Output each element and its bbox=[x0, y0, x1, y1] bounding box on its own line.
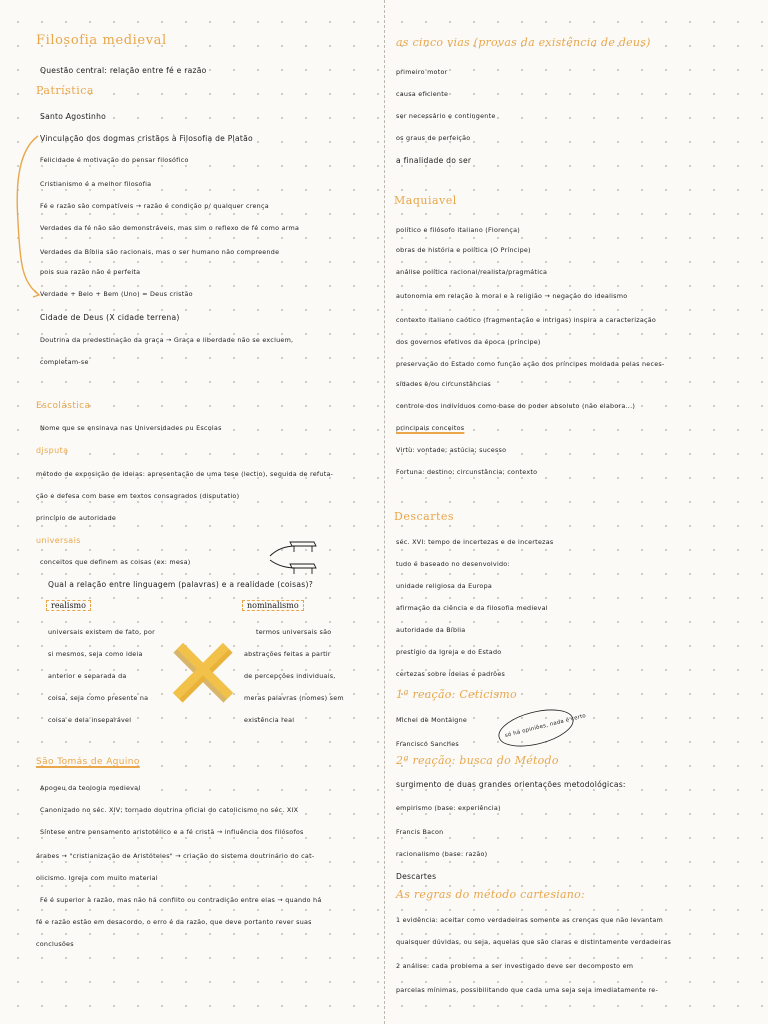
reacao-metodo: 2ª reação: busca do Método bbox=[396, 754, 559, 767]
descartes-item-1: séc. XVI: tempo de incertezas e de incertezas bbox=[396, 538, 554, 546]
maquiavel-conceitos: principais conceitos bbox=[396, 424, 465, 432]
descartes-item-8: surgimento de duas grandes orientações metodológicas: bbox=[396, 780, 626, 789]
vias-item-1: primeiro motor bbox=[396, 68, 448, 76]
agostinho-item-2: Felicidade é motivação do pensar filosófico bbox=[40, 156, 189, 164]
agostinho-item-3: Cristianismo é a melhor filosofia bbox=[40, 180, 152, 188]
escolastica-item-2b: ção e defesa com base em textos consagrados (disputatio) bbox=[36, 492, 240, 500]
tomas-item-4c: conclusões bbox=[36, 940, 74, 948]
agostinho-item-9b: completam-se bbox=[40, 358, 89, 366]
maquiavel-item-5a: contexto italiano caótico (fragmentação e intrigas) inspira a caracterização bbox=[396, 316, 657, 324]
heading-maquiavel: Maquiavel bbox=[394, 194, 457, 207]
heading-sao-tomas: São Tomás de Aquino bbox=[36, 757, 140, 767]
maquiavel-fortuna: Fortuna: destino; circunstância; contexto bbox=[396, 468, 538, 476]
maquiavel-item-3: análise política racional/realista/pragmática bbox=[396, 268, 548, 276]
maquiavel-item-4: autonomia em relação à moral e à religião → negação do idealismo bbox=[396, 292, 628, 300]
descartes-item-2: tudo é baseado no desenvolvido: bbox=[396, 560, 510, 568]
maquiavel-item-1: político e filósofo italiano (Florença) bbox=[396, 226, 521, 234]
tomas-item-4a: Fé é superior à razão, mas não há conflito ou contradição entre elas → quando há bbox=[40, 896, 322, 904]
central-question: Questão central: relação entre fé e razão bbox=[40, 66, 207, 75]
nominalismo-line-5: existência real bbox=[244, 716, 295, 724]
nominalismo-line-1: termos universais são bbox=[256, 628, 332, 636]
nominalismo-box: nominalismo bbox=[242, 600, 304, 611]
maquiavel-item-2: obras de história e política (O Príncipe) bbox=[396, 246, 531, 254]
cross-x-icon bbox=[170, 640, 236, 706]
tomas-item-4b: fé e razão estão em desacordo, o erro é da razão, que deve portanto rever suas bbox=[36, 918, 312, 926]
maquiavel-item-6a: preservação do Estado como função ação dos príncipes moldada pelas neces- bbox=[396, 360, 665, 368]
realismo-line-5: coisa e dela inseparável bbox=[48, 716, 132, 724]
tomas-item-2: Canonizado no séc. XIV; tornado doutrina oficial do catolicismo no séc. XIX bbox=[40, 806, 299, 814]
vias-item-3: ser necessário e contingente bbox=[396, 112, 496, 120]
heading-regras: As regras do método cartesiano: bbox=[396, 888, 585, 901]
nominalismo-line-4: meras palavras (nomes) sem bbox=[244, 694, 344, 702]
heading-descartes: Descartes bbox=[394, 510, 455, 523]
tomas-item-3a: Síntese entre pensamento aristotélico e a fé cristã → influência dos filósofos bbox=[40, 828, 304, 836]
descartes-item-12: Descartes bbox=[396, 872, 437, 881]
realismo-line-4: coisa, seja como presente na bbox=[48, 694, 149, 702]
title-filosofia-medieval: Filosofia medieval bbox=[36, 33, 167, 48]
escolastica-item-2a: método de exposição de ideias: apresentação de uma tese (lectio), seguida de refuta- bbox=[36, 470, 334, 478]
maquiavel-virtu: Virtù: vontade; astúcia; sucesso bbox=[396, 446, 507, 454]
heading-patristica: Patrística bbox=[36, 84, 94, 97]
maquiavel-item-7: controle dos indivíduos como base do poder absoluto (não elabora...) bbox=[396, 402, 636, 410]
regra-1a: 1 evidência: aceitar como verdadeiras somente as crenças que não levantam bbox=[396, 916, 663, 924]
descartes-item-3: unidade religiosa da Europa bbox=[396, 582, 493, 590]
heading-cinco-vias: as cinco vias (provas da existência de deus) bbox=[396, 36, 651, 49]
vias-item-5: a finalidade do ser bbox=[396, 156, 472, 165]
escolastica-item-3: princípio de autoridade bbox=[36, 514, 117, 522]
regra-2a: 2 análise: cada problema a ser investigado deve ser decomposto em bbox=[396, 962, 634, 970]
agostinho-item-9a: Doutrina da predestinação da graça → Graça e liberdade não se excluem, bbox=[40, 336, 294, 344]
heading-escolastica: Escolástica bbox=[36, 401, 91, 411]
tomas-item-1: Apogeu da teologia medieval bbox=[40, 784, 141, 792]
agostinho-item-8: Cidade de Deus (X cidade terrena) bbox=[40, 313, 180, 322]
realismo-box: realismo bbox=[46, 600, 91, 611]
universais-item-1: conceitos que definem as coisas (ex: mesa) bbox=[40, 558, 191, 566]
descartes-item-11: racionalismo (base: razão) bbox=[396, 850, 488, 858]
nominalismo-line-2: abstrações feitas a partir bbox=[244, 650, 331, 658]
descartes-item-5: autoridade da Bíblia bbox=[396, 626, 466, 634]
universais-question: Qual a relação entre linguagem (palavras) e a realidade (coisas)? bbox=[48, 580, 313, 589]
agostinho-item-1: Vinculação dos dogmas cristãos à Filosofia de Platão bbox=[40, 134, 253, 143]
column-divider bbox=[384, 0, 385, 1024]
heading-universais: universais bbox=[36, 536, 81, 545]
heading-santo-agostinho: Santo Agostinho bbox=[40, 112, 107, 121]
agostinho-item-7: Verdade + Belo + Bem (Uno) = Deus cristão bbox=[40, 290, 193, 298]
reacao-ceticismo: 1ª reação: Ceticismo bbox=[396, 688, 517, 701]
tomas-item-3c: olicismo. Igreja com muito material bbox=[36, 874, 158, 882]
descartes-item-7: certezas sobre ideias e padrões bbox=[396, 670, 506, 678]
maquiavel-item-5b: dos governos efetivos da época (príncipe) bbox=[396, 338, 541, 346]
agostinho-item-6b: pois sua razão não é perfeita bbox=[40, 268, 141, 276]
agostinho-item-6a: Verdades da Bíblia são racionais, mas o ser humano não compreende bbox=[40, 248, 280, 256]
regra-2b: parcelas mínimas, possibilitando que cada uma seja seja imediatamente re- bbox=[396, 986, 659, 994]
heading-disputa: disputa bbox=[36, 446, 69, 455]
vias-item-2: causa eficiente bbox=[396, 90, 449, 98]
nominalismo-line-3: de percepções individuais, bbox=[244, 672, 336, 680]
realismo-line-3: anterior e separada da bbox=[48, 672, 127, 680]
agostinho-item-5: Verdades da fé não são demonstráveis, mas sim o reflexo de fé como arma bbox=[40, 224, 300, 232]
escolastica-item-1: Nome que se ensinava nas Universidades ou Escolas bbox=[40, 424, 222, 432]
descartes-item-9: empirismo (base: experiência) bbox=[396, 804, 501, 812]
opinioes-note: só há opiniões, nada é certo bbox=[504, 713, 587, 740]
descartes-item-4: afirmação da ciência e da filosofia medieval bbox=[396, 604, 548, 612]
descartes-item-6: prestígio da Igreja e do Estado bbox=[396, 648, 502, 656]
table-sketch-icon bbox=[268, 538, 318, 578]
agostinho-item-4: Fé e razão são compatíveis → razão é condição p/ qualquer crença bbox=[40, 202, 269, 210]
maquiavel-item-6b: sidades e/ou circunstâncias bbox=[396, 380, 491, 388]
tomas-item-3b: árabes → "cristianização de Aristóteles" → criação do sistema doutrinário do cat- bbox=[36, 852, 315, 860]
montaigne: Michel de Montaigne bbox=[396, 716, 468, 724]
regra-1b: quaisquer dúvidas, ou seja, aquelas que são claras e distintamente verdadeiras bbox=[396, 938, 672, 946]
realismo-line-2: si mesmos, seja como ideia bbox=[48, 650, 143, 658]
sanches: Francisco Sanches bbox=[396, 740, 459, 748]
vias-item-4: os graus de perfeição bbox=[396, 134, 471, 142]
realismo-line-1: universais existem de fato, por bbox=[48, 628, 156, 636]
descartes-item-10: Francis Bacon bbox=[396, 828, 444, 836]
